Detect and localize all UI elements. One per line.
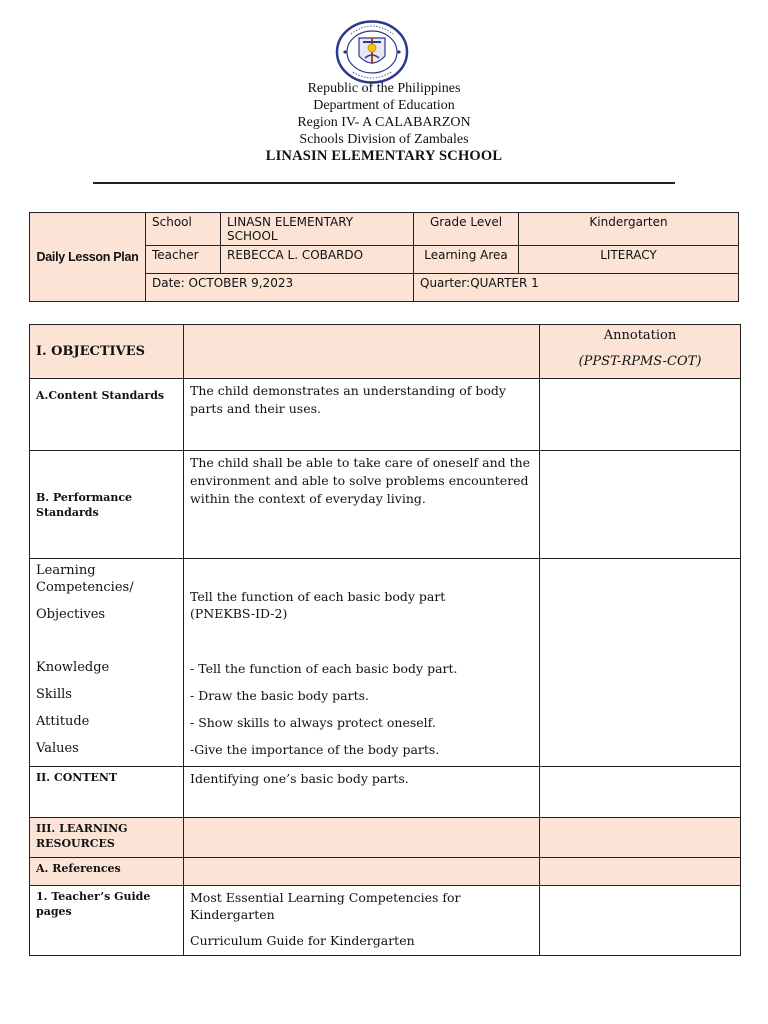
references-blank (184, 858, 540, 886)
learning-area-value: LITERACY (519, 246, 739, 274)
header-division: Schools Division of Zambales (299, 132, 469, 147)
performance-standards-text: The child shall be able to take care of oneself and the environment and able to solve problems encountered within the context of everyday living. (184, 451, 540, 559)
school-value: LINASN ELEMENTARY SCHOOL (221, 213, 414, 246)
learning-resources-annotation (540, 818, 741, 858)
daily-lesson-plan-title: Daily Lesson Plan (30, 213, 146, 302)
learning-area-label: Learning Area (414, 246, 519, 274)
content-annotation (540, 767, 741, 818)
annotation-header (540, 325, 741, 379)
attitude-label: Attitude (36, 714, 90, 729)
deped-seal-icon (335, 20, 409, 84)
values-label: Values (36, 741, 79, 756)
teachers-guide-text (184, 886, 540, 956)
competencies-labels (30, 559, 184, 767)
teachers-guide-melc: Most Essential Learning Competencies for Kindergarten (190, 890, 461, 922)
competencies-annotation (540, 559, 741, 767)
content-standards-annotation (540, 379, 741, 451)
performance-standards-label: B. Performance Standards (30, 451, 184, 559)
lesson-plan-table (29, 324, 741, 956)
teachers-guide-annotation (540, 886, 741, 956)
school-label: School (146, 213, 221, 246)
knowledge-text: - Tell the function of each basic body part. (190, 661, 458, 676)
objectives-heading: I. OBJECTIVES (30, 325, 184, 379)
skills-label: Skills (36, 687, 72, 702)
lc-label-learning: Learning (36, 563, 96, 578)
skills-text: - Draw the basic body parts. (190, 688, 370, 703)
grade-level-label: Grade Level (414, 213, 519, 246)
lesson-info-table (29, 212, 739, 302)
objectives-blank (184, 325, 540, 379)
lc-text: Tell the function of each basic body part (PNEKBS-ID-2) (190, 589, 446, 621)
content-standards-label: A.Content Standards (30, 379, 184, 451)
performance-standards-annotation (540, 451, 741, 559)
attitude-text: - Show skills to always protect oneself. (190, 715, 436, 730)
knowledge-label: Knowledge (36, 660, 110, 675)
references-label: A. References (30, 858, 184, 886)
teacher-value: REBECCA L. COBARDO (221, 246, 414, 274)
lc-label-objectives: Objectives (36, 607, 106, 622)
teachers-guide-cg: Curriculum Guide for Kindergarten (190, 933, 415, 948)
references-annotation (540, 858, 741, 886)
values-text: -Give the importance of the body parts. (190, 742, 440, 757)
content-text: Identifying one’s basic body parts. (184, 767, 540, 818)
content-label: II. CONTENT (30, 767, 184, 818)
header-department: Department of Education (313, 98, 455, 113)
competencies-text (184, 559, 540, 767)
content-standards-text: The child demonstrates an understanding of body parts and their uses. (184, 379, 540, 451)
annotation-subtitle: (PPST-RPMS-COT) (578, 354, 702, 369)
school-name: LINASIN ELEMENTARY SCHOOL (265, 148, 503, 164)
header-divider (93, 182, 675, 184)
lc-label-competencies: Competencies/ (36, 580, 134, 595)
quarter-field: Quarter:QUARTER 1 (414, 274, 739, 302)
learning-resources-label: III. LEARNING RESOURCES (30, 818, 184, 858)
header-region: Region IV- A CALABARZON (297, 115, 471, 130)
grade-level-value: Kindergarten (519, 213, 739, 246)
teacher-label: Teacher (146, 246, 221, 274)
header-republic: Republic of the Philippines (307, 81, 461, 96)
date-field: Date: OCTOBER 9,2023 (146, 274, 414, 302)
annotation-title: Annotation (603, 328, 677, 343)
teachers-guide-label: 1. Teacher’s Guide pages (30, 886, 184, 956)
learning-resources-blank (184, 818, 540, 858)
